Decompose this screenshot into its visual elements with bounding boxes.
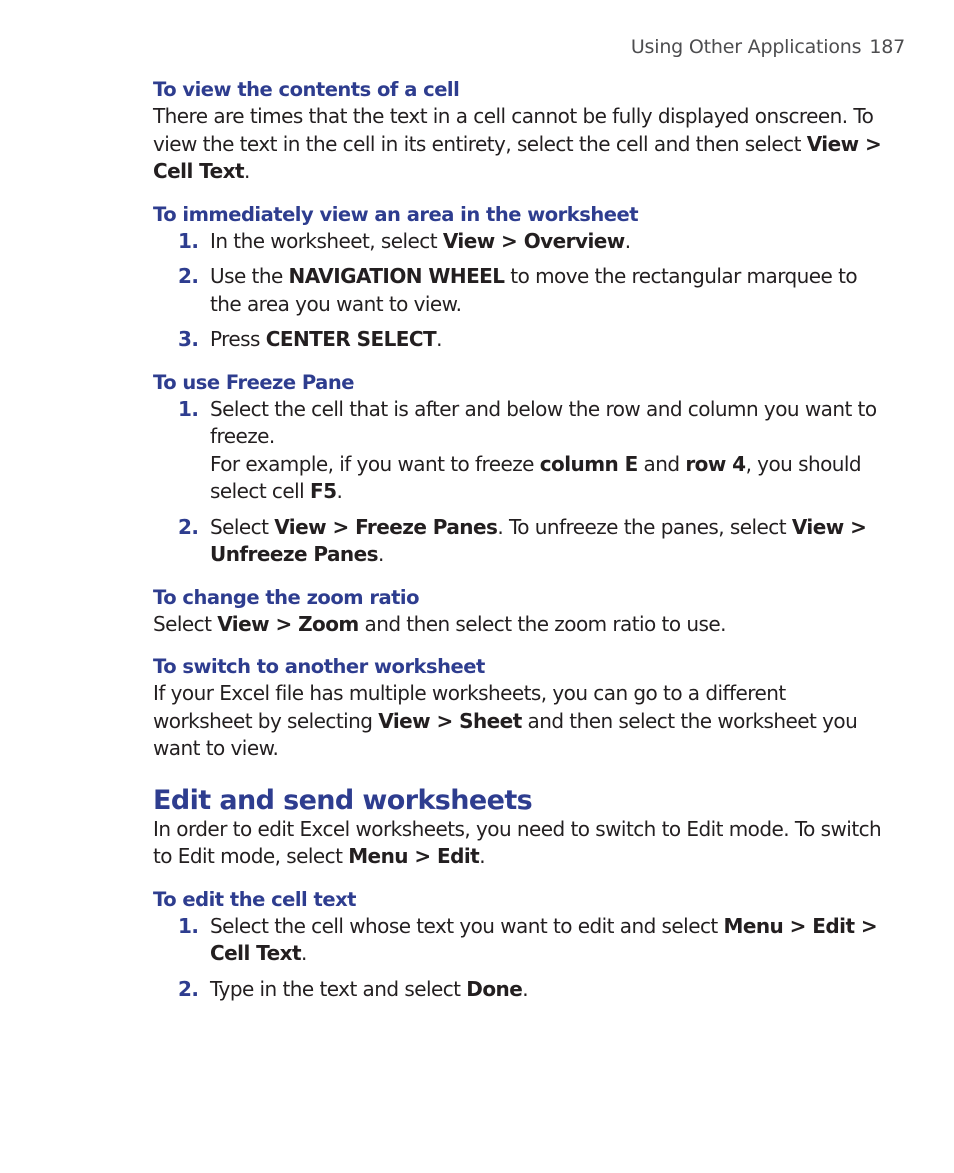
text-run: In order to edit Excel worksheets, you need to switch to Edit mode. To switch to Edit mode, select [153,816,882,868]
section-title: Using Other Applications [630,36,862,58]
paragraph [153,611,883,639]
step-number: 3. [178,327,199,351]
step-item [153,514,883,569]
text-run: and then select the worksheet you want to view. [153,708,858,760]
row-ref: row 4 [685,451,746,476]
text-run: Select the cell whose text you want to edit and select [210,913,724,938]
subheading: To view the contents of a cell [153,78,460,101]
menu-path: View > Zoom [217,611,359,636]
text-run: . [243,159,250,183]
button-name: Done [466,976,523,1001]
text-run: . [522,976,529,1001]
step-item [153,913,883,968]
text-run: . [436,327,442,351]
subheading: To change the zoom ratio [153,585,419,609]
section-heading: Edit and send worksheets [153,784,533,816]
running-header [631,36,905,58]
text-run: In the worksheet, select [210,228,443,253]
menu-path: Menu > Edit > Cell Text [210,913,878,965]
text-run: Select [153,611,218,636]
paragraph [153,680,883,763]
step-item [153,326,883,354]
menu-path: Overview [523,228,625,253]
step-list [153,913,883,1004]
menu-path: View > Unfreeze Panes [210,514,867,566]
step-item [153,263,883,318]
menu-path: View > Sheet [378,708,522,733]
key-name: NAVIGATION WHEEL [288,264,505,288]
text-run: and [637,451,686,476]
paragraph [153,816,883,871]
text-run: . [624,228,631,253]
section-switch-worksheet [153,653,883,763]
subheading: To edit the cell text [153,887,356,911]
text-run: . [377,542,384,566]
section-view-area [153,201,883,354]
section-edit-cell-text [153,886,883,1004]
text-run: For example, if you want to freeze [210,451,540,476]
paragraph [153,103,883,186]
section-edit-send [153,786,883,871]
text-run: . [479,844,485,868]
text-run: If your Excel file has multiple worksheets, you can go to a different worksheet by selecting [153,681,786,733]
text-run: , you should select cell [210,451,862,503]
menu-path: Menu > Edit [348,844,480,868]
text-run: . [300,941,307,965]
text-run: Select [210,514,275,539]
step-number: 1. [178,396,199,421]
step-number: 2. [178,514,199,539]
menu-path: View > Cell Text [153,131,882,183]
menu-path: View > Freeze Panes [274,514,498,539]
subheading: To switch to another worksheet [153,655,485,678]
page-content [153,76,883,1018]
step-item [153,228,883,256]
menu-path: View [442,228,495,253]
example-text [210,451,883,506]
step-number: 1. [178,913,199,938]
step-item [153,976,883,1004]
page-number: 187 [869,36,905,58]
step-list [153,396,883,569]
column-ref: column E [539,451,638,476]
section-freeze-pane [153,369,883,569]
subheading: To immediately view an area in the worksheet [153,202,639,226]
step-text: Select the cell that is after and below the row and column you want to freeze. [210,396,877,448]
step-list [153,228,883,354]
text-run: . [336,479,343,503]
text-run: Press [210,327,266,351]
step-number: 2. [178,264,199,288]
text-run: Type in the text and select [210,976,467,1001]
step-number: 1. [178,228,199,253]
text-run: and then select the zoom ratio to use. [358,611,726,636]
section-zoom-ratio [153,584,883,639]
step-item [153,396,883,506]
menu-separator: > [494,228,524,253]
text-run: Use the [210,264,289,288]
subheading: To use Freeze Pane [153,370,354,394]
step-number: 2. [178,976,199,1001]
key-name: CENTER SELECT [265,327,437,351]
text-run: to move the rectangular marquee to the area you want to view. [210,264,858,316]
text-run: There are times that the text in a cell cannot be fully displayed onscreen. To view the text in the cell in its entirety, select the cell and then select [153,104,874,156]
cell-ref: F5 [309,479,337,503]
text-run: . To unfreeze the panes, select [497,514,792,539]
section-view-cell-contents [153,76,883,186]
